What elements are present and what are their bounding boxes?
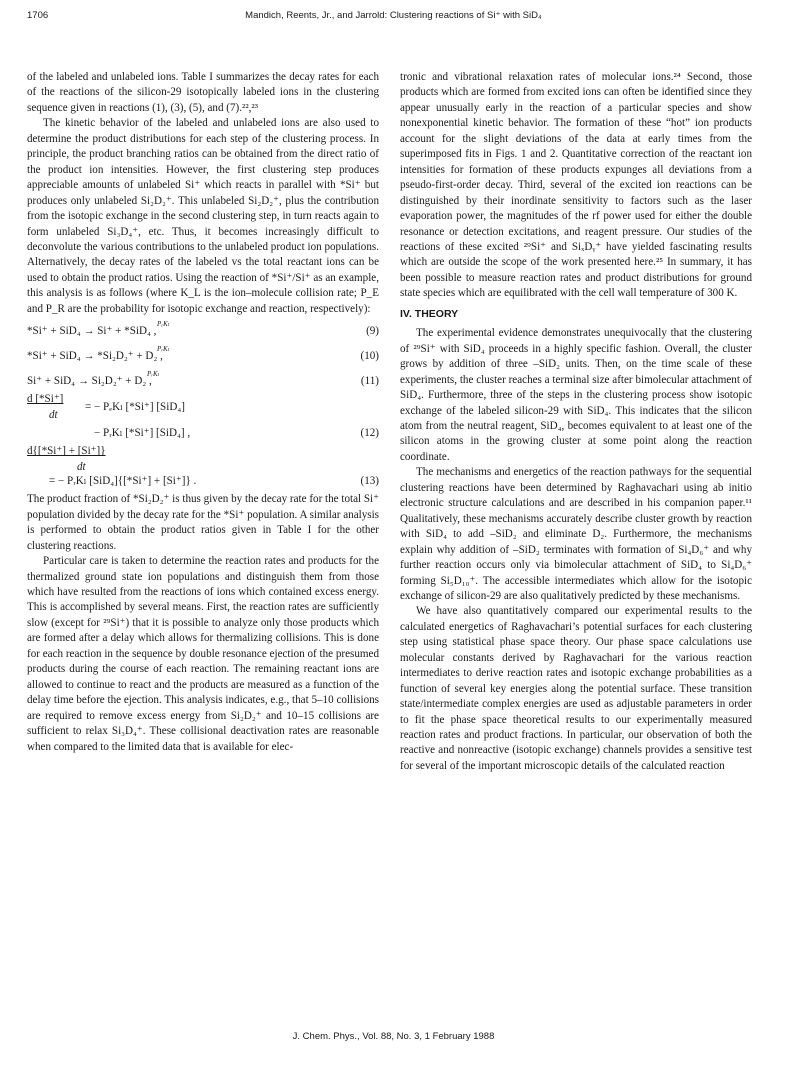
equation-12-line-1 [27, 392, 379, 426]
right-paragraph-1: tronic and vibrational relaxation rates of molecular ions.²⁴ Second, those products which are formed from excited ions can often be identified since they appear unusually early in the reaction of a particular species and show nonexponential kinetic behavior. The formation of these “hot” ion products account for the slight deviations of the data at early times from the superimposed fits in Figs. 1 and 2. Quantitative correction of the reactant ion intensities for formation of these products expunges all deviations from a pseudo-first-order decay. Third, several of the excited ion reactions can be distinguished by their inordinate sensitivity to factors such as the laser evaporation power, the magnitudes of the rf power used for either the double resonance or detection excitations, and reagent pressure. Our studies of the reactions of these excited ²⁹Si⁺ and SiₓDᵧ⁺ have yielded fascinating results which are outside the scope of the work presented here.²⁵ In summary, it has been possible to measure reaction rates and product distributions for ground state species which are equilibrated with the cell wall temperature of 300 K. [400, 71, 752, 300]
right-paragraph-4: We have also quantitatively compared our experimental results to the calculated energetics of Raghavachari’s potential surfaces for each clustering step using statistical phase space theory. Our phase space calculations use molecular constants derived by Raghavachari for the various reaction intermediates to derive reaction rates and isotopic exchange probabilities as a function of several key energies along the potential surface. These transition state/intermediate complex energies are used as adjustable parameters in order to fit the phase space theoretical results to our experimentally measured reaction rates and product fractions. In particular, our observation of both the reactive and nonreactive (isotopic exchange) channels provides a sensitive test for several of the important microscopic details of the calculated reaction [400, 605, 752, 772]
page-number: 1706 [27, 10, 49, 21]
rate-constant-label: PᵣKₗ [157, 345, 170, 354]
left-paragraph-1: of the labeled and unlabeled ions. Table I summarizes the decay rates for each of the reactions of the silicon-29 isotopically labeled ions in the clustering sequence given in reactions (1), (3), (5), and (7).²²,²³ [27, 71, 379, 114]
equation-text: *Si⁺ + SiD₄ → Si⁺ + *SiD₄ , [27, 325, 157, 338]
left-paragraph-4: Particular care is taken to determine the reaction rates and products for the thermalized ground state ion populations and distinguish them from those which have resulted from the reactions of ions which contained excess energy. This is accomplished by several means. First, the reaction rates are sufficiently slow (except for ²⁹Si⁺) that it is possible to analyze only those products which are formed after a delay which allows for thermalizing collisions. This is done for each reaction in the sequence by double resonance ejection of the presumed products during the course of each reaction. The remaining reactant ions are allowed to continue to react and the products are measured as a function of the delay time before the ejection. This analysis indicates, e.g., that 5–10 collisions are required to remove excess energy from Si₂D₂⁺ and 10–15 collisions are sufficient to relax Si₃D₄⁺. These collisional deactivation rates are reasonable when compared to the limited data that is available for elec- [27, 555, 379, 753]
equation-11 [27, 367, 379, 392]
rate-constant-label: PₑKₗ [157, 320, 170, 329]
equation-number: (12) [360, 427, 379, 440]
equation-number: (13) [360, 475, 379, 488]
page-footer: J. Chem. Phys., Vol. 88, No. 3, 1 February 1988 [292, 1031, 495, 1042]
equation-text: = − PₑKₗ [*Si⁺] [SiD₄] [85, 401, 185, 414]
page-header [0, 6, 787, 26]
left-column [27, 70, 379, 755]
left-paragraph-3: The product fraction of *Si₂D₂⁺ is thus given by the decay rate for the total Si⁺ population divided by the decay rate for the *Si⁺ population. A similar analysis is performed to obtain the product ratios given in Table I for the other clustering reactions. [27, 493, 379, 552]
rate-constant-label: PᵣKₗ [147, 370, 160, 379]
equation-number: (10) [360, 350, 379, 363]
equation-number: (11) [360, 375, 379, 388]
equation-text: Si⁺ + SiD₄ → Si₂D₂⁺ + D₂ , [27, 375, 152, 388]
derivative-numerator: d [*Si⁺] [27, 393, 64, 406]
equation-9 [27, 317, 379, 342]
equation-13-line-2 [27, 474, 379, 492]
right-paragraph-3: The mechanisms and energetics of the reaction pathways for the sequential clustering reactions have been determined by Raghavachari using ab initio electronic structure calculations and are described in his companion paper.¹¹ Qualitatively, these mechanisms accurately describe cluster growth by reaction with SiD₄ to add –SiD₂ and eliminate D₂. Furthermore, the mechanisms explain why addition of –SiD₂ terminates with formation of Si₄D₆⁺ and why further reaction occurs only via bimolecular attachment of SiD₄ to Si₄D₆⁺ forming Si₅D₁₀⁺. The accessible intermediates which allow for the isotopic exchange of silicon-29 are also qualitatively predicted by these mechanisms. [400, 466, 752, 602]
right-paragraph-2: The experimental evidence demonstrates unequivocally that the clustering of ²⁹Si⁺ with SiD₄ proceeds in a highly specific fashion. Overall, the cluster grows by addition of three –SiD₂ units. Then, on the time scale of these experiments, the cluster reaches a terminal size after bimolecular attachment of SiD₄. Furthermore, three of the steps in the clustering process show isotopic exchange of the labeled silicon-29 with SiD₄. This indicates that the silicon atom from the neutral reagent, SiD₄, becomes equivalent to at least one of the silicon atoms in the growing cluster at some point along the reaction coordinate. [400, 327, 752, 463]
equation-12-line-2 [27, 426, 379, 444]
left-paragraph-2: The kinetic behavior of the labeled and unlabeled ions are also used to determine the product distributions for each step of the clustering process. In principle, the product branching ratios can be obtained from the direct ratio of the product ion intensities. However, the first clustering step produces appreciable amounts of unlabeled Si⁺ which reacts in parallel with *Si⁺ but produces only unlabeled Si₂D₂⁺. This unlabeled Si₂D₂⁺, plus the contribution from the isotopic exchange in the second clustering step, in turn reacts again to form unlabeled Si₃D₄⁺, etc. Thus, it becomes increasingly difficult to deconvolute the various contributions to the unlabeled product ion populations. Alternatively, the decay rates of the labeled vs the total reactant ions can be used to obtain the product ratios. Using the reaction of *Si⁺/Si⁺ as an example, this analysis is as follows (where K_L is the ion–molecule collision rate; P_E and P_R are the probability for isotopic exchange and reaction, respectively): [27, 117, 379, 315]
equation-10 [27, 342, 379, 367]
running-title: Mandich, Reents, Jr., and Jarrold: Clustering reactions of Si⁺ with SiD₄ [245, 10, 542, 21]
equation-text: − PᵣKₗ [*Si⁺] [SiD₄] , [94, 427, 191, 440]
equation-text: = − PᵣKₗ [SiD₄]{[*Si⁺] + [Si⁺]} . [49, 475, 197, 488]
equation-13-line-1 [27, 444, 379, 474]
derivative-denominator: dt [77, 461, 86, 474]
equation-text: *Si⁺ + SiD₄ → *Si₂D₂⁺ + D₂ , [27, 350, 163, 363]
equation-number: (9) [366, 325, 379, 338]
section-heading: IV. THEORY [400, 307, 459, 320]
derivative-numerator: d{[*Si⁺] + [Si⁺]} [27, 445, 106, 458]
right-column [400, 70, 752, 774]
derivative-denominator: dt [49, 409, 58, 422]
